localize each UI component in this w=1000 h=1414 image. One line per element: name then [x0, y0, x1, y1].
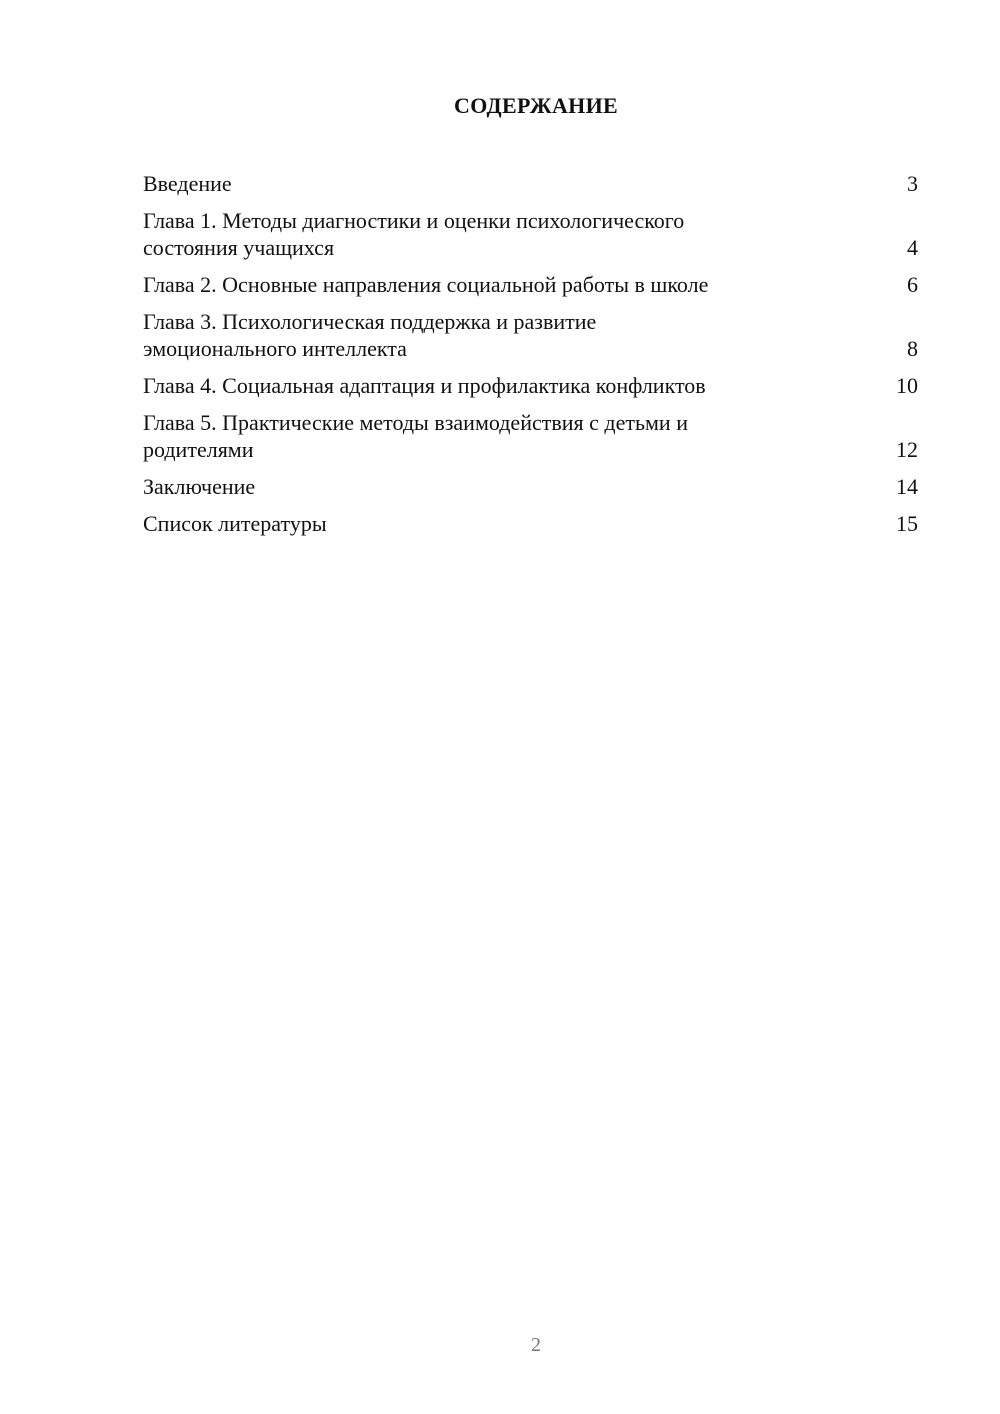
- toc-entry-introduction: [143, 170, 918, 197]
- toc-entry-title: Глава 5. Практические методы взаимодействия с детьми и родителями: [143, 410, 688, 462]
- toc-entry-chapter-1: [143, 207, 918, 261]
- toc-entry-references: [143, 510, 918, 537]
- toc-entry-title: Введение: [143, 171, 232, 196]
- table-of-contents: [143, 170, 918, 547]
- toc-entry-page: 3: [907, 171, 918, 196]
- toc-entry-page: 14: [896, 474, 918, 499]
- toc-entry-chapter-5: [143, 409, 918, 463]
- page-number: 2: [531, 1334, 541, 1356]
- toc-entry-title: Глава 1. Методы диагностики и оценки психологического состояния учащихся: [143, 208, 685, 260]
- toc-entry-page: 12: [896, 437, 918, 462]
- page-title: СОДЕРЖАНИЕ: [454, 93, 618, 118]
- toc-entry-page: 10: [896, 373, 918, 398]
- toc-entry-chapter-3: [143, 308, 918, 362]
- toc-entry-title: Заключение: [143, 474, 256, 499]
- toc-entry-chapter-4: [143, 372, 918, 399]
- toc-entry-title: Глава 4. Социальная адаптация и профилактика конфликтов: [143, 373, 706, 398]
- toc-entry-page: 6: [907, 272, 918, 297]
- toc-entry-conclusion: [143, 473, 918, 500]
- toc-entry-page: 8: [907, 336, 918, 361]
- toc-entry-title: Список литературы: [143, 511, 327, 536]
- toc-entry-title: Глава 3. Психологическая поддержка и развитие эмоционального интеллекта: [143, 309, 597, 361]
- toc-entry-page: 15: [896, 511, 918, 536]
- toc-entry-chapter-2: [143, 271, 918, 298]
- toc-entry-page: 4: [907, 235, 918, 260]
- toc-entry-title: Глава 2. Основные направления социальной работы в школе: [143, 272, 709, 297]
